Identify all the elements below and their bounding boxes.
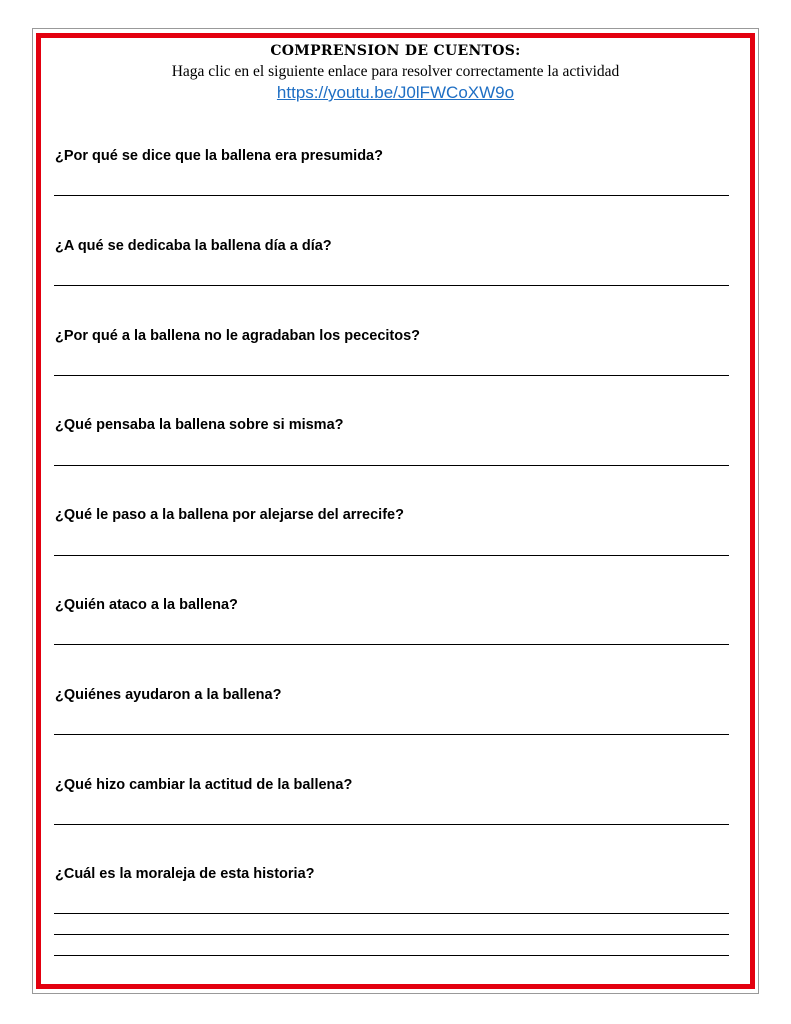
page-title: COMPRENSION DE CUENTOS: <box>270 43 521 59</box>
answer-line-2[interactable] <box>54 285 729 286</box>
question-6: ¿Quién ataco a la ballena? <box>55 597 238 613</box>
answer-line-3[interactable] <box>54 375 729 376</box>
question-9: ¿Cuál es la moraleja de esta historia? <box>55 866 315 882</box>
question-8: ¿Qué hizo cambiar la actitud de la ballena? <box>55 777 353 793</box>
video-link[interactable]: https://youtu.be/J0lFWCoXW9o <box>276 83 515 102</box>
answer-line-7[interactable] <box>54 734 729 735</box>
instructions-text: Haga clic en el siguiente enlace para resolver correctamente la actividad <box>171 63 620 80</box>
answer-line-4[interactable] <box>54 465 729 466</box>
question-5: ¿Qué le paso a la ballena por alejarse del arrecife? <box>55 507 404 523</box>
answer-line-1[interactable] <box>54 195 729 196</box>
question-4: ¿Qué pensaba la ballena sobre si misma? <box>55 417 344 433</box>
question-3: ¿Por qué a la ballena no le agradaban los pececitos? <box>55 328 421 344</box>
question-7: ¿Quiénes ayudaron a la ballena? <box>55 687 282 703</box>
answer-line-8[interactable] <box>54 824 729 825</box>
answer-line-6[interactable] <box>54 644 729 645</box>
question-1: ¿Por qué se dice que la ballena era presumida? <box>55 148 383 164</box>
answer-line-9a[interactable] <box>54 913 729 914</box>
question-2: ¿A qué se dedicaba la ballena día a día? <box>55 238 332 254</box>
header <box>36 40 755 104</box>
answer-line-9c[interactable] <box>54 955 729 956</box>
answer-line-5[interactable] <box>54 555 729 556</box>
answer-line-9b[interactable] <box>54 934 729 935</box>
